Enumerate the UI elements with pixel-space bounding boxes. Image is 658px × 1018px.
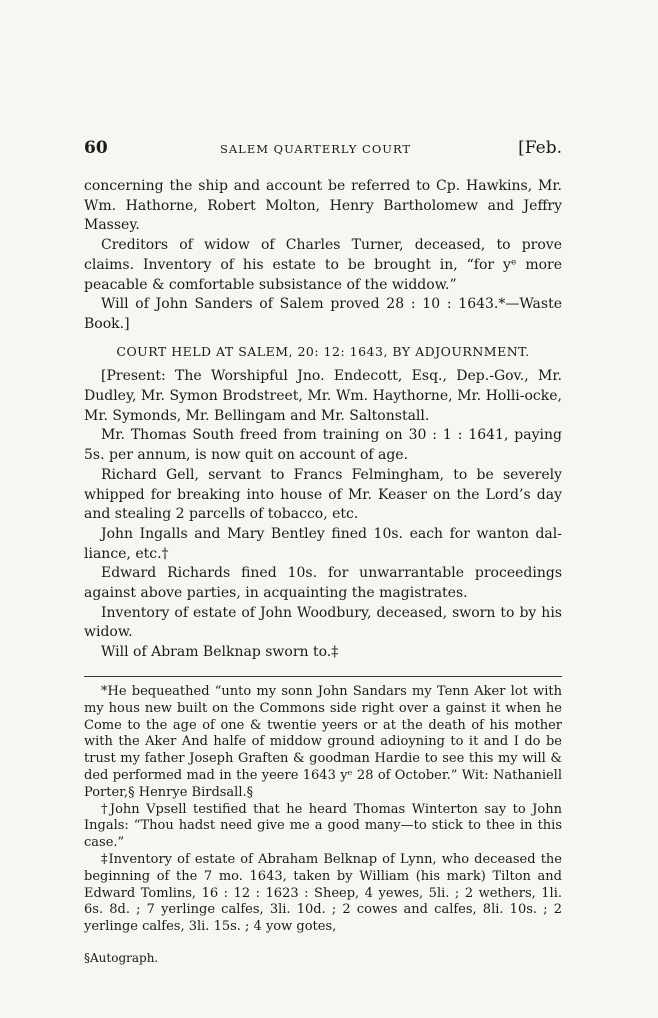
page-number: 60 (84, 138, 108, 158)
autograph-note: §Autograph. (84, 950, 159, 965)
paragraph: concerning the ship and account be referred to Cp. Hawkins, Mr. Wm. Hathorne, Robert Molton, Henry Bartholomew and Jeffry Massey. (84, 178, 562, 234)
month-marker: [Feb. (518, 138, 562, 158)
paragraph: Creditors of widow of Charles Turner, deceased, to prove claims. Inventory of his estate to be brought in, “for yᵉ more peacable & comfortable subsistance of the widdow.” (84, 237, 562, 293)
footnote: *He bequeathed “unto my sonn John Sandars my Tenn Aker lot with my hous new built on the Commons side right over a gainst it when he Come to the age of one & twentie yeers or at the death of his mother with the Aker And halfe of middow ground adioyning to it and I do be trust my father Joseph Graften & goodman Hardie to see this my will & ded performed mad in the yeere 1643 yᵉ 28 of October.” Wit: Nathaniell Porter,§ Henrye Birdsall.§ (84, 684, 562, 800)
paragraph: [Present: The Worshipful Jno. Endecott, Esq., Dep.-Gov., Mr. Dudley, Mr. Symon Brodstreet, Mr. Wm. Haythorne, Mr. Holli-ocke, Mr. Symonds, Mr. Bellingam and Mr. Saltonstall. (84, 368, 562, 424)
footnotes (84, 684, 562, 967)
main-text (84, 177, 562, 663)
paragraph: John Ingalls and Mary Bentley fined 10s. each for wanton dal-liance, etc.† (84, 525, 562, 562)
paragraph: Richard Gell, servant to Francs Felmingham, to be severely whipped for breaking into house of Mr. Keaser on the Lord’s day and stealing 2 parcells of tobacco, etc. (84, 466, 562, 523)
footnote-divider (84, 676, 562, 677)
paragraph: Will of Abram Belknap sworn to.‡ (101, 644, 339, 661)
footnote: ‡Inventory of estate of Abraham Belknap of Lynn, who deceased the beginning of the 7 mo. 1643, taken by William (his mark) Tilton and Edward Tomlins, 16 : 12 : 1623 : Sheep, 4 yewes, 5li. ; 2 wethers, 1li. 6s. 8d. ; 7 yerlinge calfes, 3li. 10d. ; 2 cowes and calfes, 8li. 10s. ; 2 yerlinge calfes, 3li. 15s. ; 4 yow gotes, (84, 851, 562, 935)
paragraph: Inventory of estate of John Woodbury, deceased, sworn to by his widow. (84, 604, 562, 641)
running-title: SALEM QUARTERLY COURT (220, 142, 412, 156)
paragraph: Edward Richards fined 10s. for unwarrantable proceedings against above parties, in acquainting the magistrates. (84, 565, 562, 602)
page-header (84, 138, 562, 162)
footnote: †John Vpsell testified that he heard Thomas Winterton say to John Ingals: “Thou hadst need give me a good many—to stick to thee in this case.” (84, 801, 562, 851)
paragraph: Mr. Thomas South freed from training on 30 : 1 : 1641, paying 5s. per annum, is now quit on account of age. (84, 427, 562, 464)
paragraph: Will of John Sanders of Salem proved 28 : 10 : 1643.*—Waste Book.] (84, 296, 562, 332)
section-heading: COURT HELD AT SALEM, 20: 12: 1643, BY ADJOURNMENT. (116, 343, 530, 359)
